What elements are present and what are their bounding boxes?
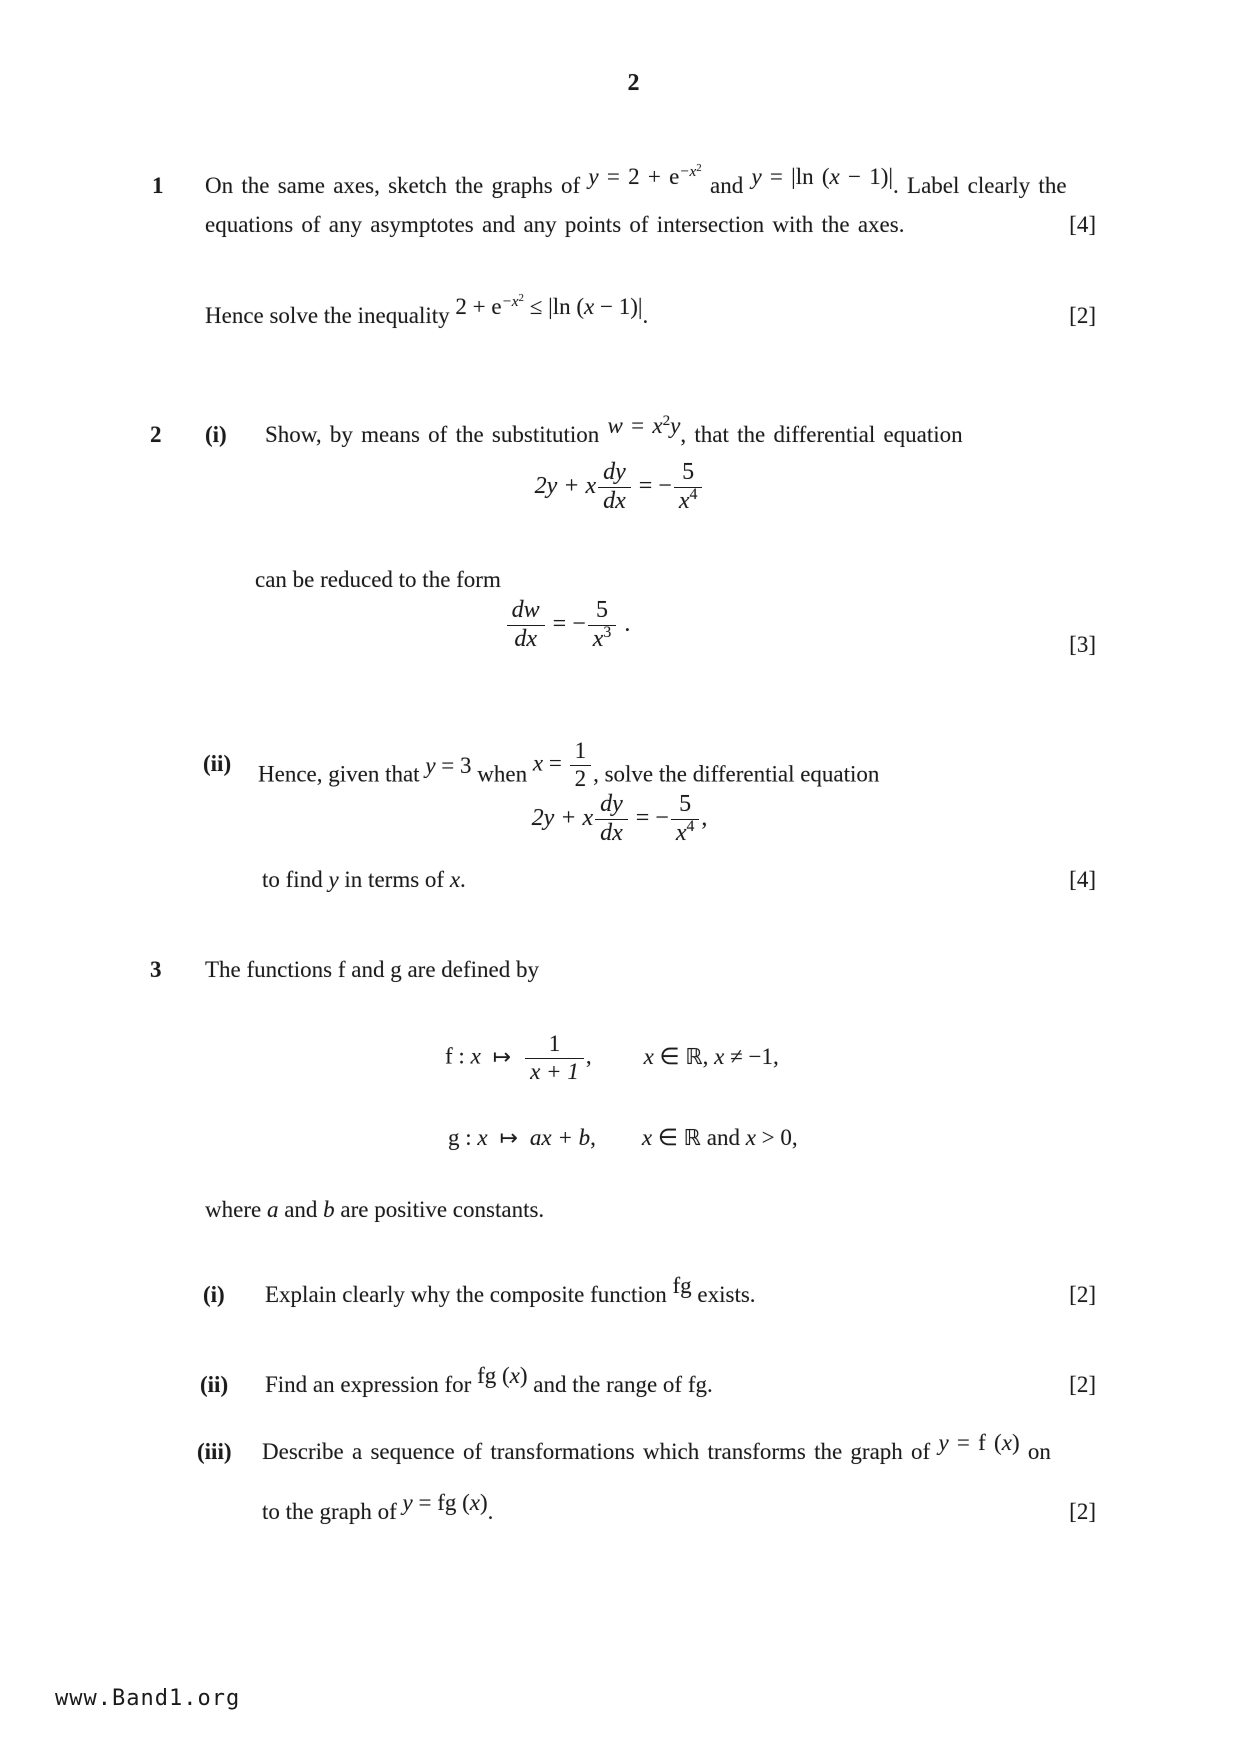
math-var: x <box>829 164 840 189</box>
q2-display-equation-ode <box>0 460 1239 515</box>
fraction-denominator: dx <box>600 819 623 846</box>
q2-initial-condition-x <box>533 739 593 792</box>
footer-url: www.Band1.org <box>55 1686 241 1711</box>
math-text: > 0, <box>755 1125 798 1150</box>
fraction-numerator: dy <box>598 460 631 488</box>
math-var: x <box>469 1490 480 1515</box>
text: Explain clearly why the composite function <box>265 1282 673 1307</box>
q3-part-iii-line2 <box>262 1490 494 1527</box>
element-of-symbol: ∈ <box>652 1125 684 1150</box>
math-exponent <box>679 163 701 180</box>
math-text: = − <box>629 804 669 831</box>
math-var: y <box>402 1490 413 1515</box>
text: on <box>1019 1439 1051 1464</box>
math-var: a <box>266 1197 279 1222</box>
maps-to-symbol: ↦ <box>499 1126 518 1151</box>
q1-line1-text-a: On the same axes, sketch the graphs of <box>205 173 589 198</box>
text: to find <box>262 867 329 892</box>
fraction-denominator <box>671 820 700 847</box>
real-numbers-symbol: ℝ <box>683 1126 701 1151</box>
fraction-numerator: 5 <box>674 460 703 488</box>
math-period: . <box>618 610 631 637</box>
fraction-numerator: dw <box>507 598 545 626</box>
q1-line1-text-b: . Label clearly the <box>893 173 1067 198</box>
math-text: 2y + x <box>534 472 597 499</box>
math-var: x <box>470 1043 481 1069</box>
math-text: = <box>622 413 653 438</box>
q1-mark-sketch: [4] <box>1069 212 1096 237</box>
page-number: 2 <box>627 70 640 96</box>
q1-mark-hence: [2] <box>1069 303 1096 328</box>
q1-hence-text: Hence solve the inequality <box>205 303 456 328</box>
math-text: = fg ( <box>412 1490 470 1515</box>
q3-mark-ii: [2] <box>1069 1372 1096 1397</box>
text: and <box>700 1125 746 1150</box>
math-text: ) <box>1011 1430 1020 1455</box>
q2-substitution-formula <box>608 413 681 438</box>
fraction-numerator: 5 <box>671 792 700 820</box>
text: are positive constants. <box>334 1197 545 1222</box>
math-text: 2 + e <box>455 294 502 319</box>
math-expression: ax + b <box>529 1125 591 1150</box>
math-var: w <box>607 413 623 438</box>
text: in terms of <box>338 867 450 892</box>
composite-fg: fg <box>672 1273 692 1298</box>
math-text: = <box>543 750 568 776</box>
math-text: ≤ |ln ( <box>524 294 585 319</box>
math-var: x <box>1001 1430 1012 1455</box>
function-name-g: g : <box>448 1125 478 1150</box>
q2-mark-i: [3] <box>1069 632 1096 657</box>
q2-display-equation-reduced <box>0 598 1135 653</box>
formula-y-fgx <box>403 1490 488 1515</box>
math-var: −x <box>679 162 697 180</box>
q1-formula-exponential <box>588 164 701 189</box>
q3-number: 3 <box>150 957 162 982</box>
fraction-5-x3 <box>588 598 617 653</box>
fraction-1-2 <box>570 739 592 792</box>
q3-part-ii-label: (ii) <box>200 1372 229 1397</box>
text: and the range of fg. <box>527 1372 713 1397</box>
math-var: x <box>652 413 663 438</box>
q3-intro: The functions f and g are defined by <box>205 957 540 982</box>
math-text: , <box>702 1043 715 1069</box>
text: to the graph of <box>262 1499 403 1524</box>
q2-part-ii-label: (ii) <box>203 751 232 776</box>
math-var: x <box>714 1043 725 1069</box>
fraction-denominator <box>674 488 703 515</box>
fraction-dy-dx <box>598 460 631 515</box>
math-text: = − <box>632 472 672 499</box>
q3-part-i-line <box>265 1273 756 1310</box>
q3-part-iii-label: (iii) <box>197 1439 232 1464</box>
text: . <box>487 1499 494 1524</box>
q2-part-i-label: (i) <box>205 422 227 447</box>
q3-part-iii-line1 <box>262 1430 1051 1467</box>
q3-definition-g <box>448 1124 798 1153</box>
q2-display-equation-ode-2 <box>0 792 1239 847</box>
text: Find an expression for <box>265 1372 478 1397</box>
math-var: x <box>449 867 461 892</box>
math-text: = − <box>546 610 586 637</box>
real-numbers-symbol: ℝ <box>685 1044 703 1070</box>
math-var: x <box>532 750 544 776</box>
math-var: b <box>323 1197 335 1222</box>
q3-definition-f <box>445 1032 779 1085</box>
math-exponent: 2 <box>662 411 671 429</box>
q1-line2: equations of any asymptotes and any points of intersection with the axes. <box>205 212 905 237</box>
maps-to-symbol: ↦ <box>492 1044 512 1070</box>
math-text: = f ( <box>948 1430 1002 1455</box>
fraction-denominator: dx <box>603 487 626 514</box>
math-text: fg ( <box>477 1363 510 1388</box>
fraction-numerator: dy <box>595 792 628 820</box>
math-var: x <box>675 819 687 846</box>
q3-where-line <box>205 1196 544 1225</box>
math-var: y <box>328 867 339 892</box>
q3-part-ii-line <box>265 1363 713 1400</box>
q1-hence-line <box>205 292 649 331</box>
math-var: x <box>592 625 604 652</box>
fraction-5-x4 <box>674 460 703 515</box>
math-text: 2y + x <box>531 804 594 831</box>
q2-initial-condition-y <box>425 753 471 778</box>
math-var: y <box>670 413 681 438</box>
math-var: y <box>425 752 436 778</box>
text: . <box>460 867 466 892</box>
composite-fg-x <box>477 1363 527 1388</box>
math-text: ) <box>480 1490 488 1515</box>
math-exponent: 4 <box>689 486 698 504</box>
q2-mark-ii: [4] <box>1069 867 1096 892</box>
fraction-denominator: dx <box>514 625 537 652</box>
math-text: = |ln ( <box>761 164 830 189</box>
q1-inequality <box>455 294 642 319</box>
q3-mark-iii: [2] <box>1069 1499 1096 1524</box>
math-comma: , <box>585 1043 592 1069</box>
q2-ii-text-a: Hence, given that <box>258 761 426 787</box>
math-text: = 3 <box>435 752 472 778</box>
math-var: x <box>477 1125 488 1150</box>
fraction-denominator: 2 <box>574 765 587 791</box>
math-exponent: 4 <box>686 818 695 836</box>
q3-mark-i: [2] <box>1069 1282 1096 1307</box>
q3-part-i-label: (i) <box>203 1282 225 1307</box>
math-text: − 1)| <box>594 294 643 319</box>
q2-find-line <box>262 866 466 895</box>
math-var: y <box>938 1430 949 1455</box>
fraction-dy-dx <box>595 792 628 847</box>
fraction-denominator: x + 1 <box>530 1058 579 1084</box>
q3-domain-g <box>642 1125 798 1150</box>
q2-i-text-b: , that the differential equation <box>680 422 963 447</box>
q1-line1 <box>205 162 1067 201</box>
q3-domain-f <box>644 1044 779 1069</box>
fraction-numerator: 1 <box>525 1032 584 1059</box>
fraction-5-x4 <box>671 792 700 847</box>
math-var: y <box>751 164 762 189</box>
math-exponent2: 2 <box>518 292 524 305</box>
math-text: ≠ −1, <box>724 1043 779 1069</box>
math-var: y <box>588 164 599 189</box>
math-text: − 1)| <box>839 164 894 189</box>
math-text: ) <box>519 1363 528 1388</box>
q1-formula-log <box>751 164 893 189</box>
fraction-numerator: 1 <box>570 739 592 766</box>
fraction-1-x+1 <box>525 1032 584 1085</box>
math-comma: , <box>701 804 708 831</box>
function-name-f: f : <box>445 1043 471 1069</box>
math-exponent <box>502 293 524 310</box>
math-exponent: 3 <box>603 624 612 642</box>
fraction-dw-dx <box>507 598 545 653</box>
text: where <box>205 1197 267 1222</box>
q2-reduce-line: can be reduced to the form <box>255 567 501 592</box>
q1-hence-period: . <box>642 303 649 328</box>
text: Describe a sequence of transformations which transforms the graph of <box>262 1439 939 1464</box>
q1-line1-and: and <box>701 173 752 198</box>
element-of-symbol: ∈ <box>653 1043 686 1069</box>
q2-ii-text-b: , solve the differential equation <box>593 761 880 787</box>
math-var: x <box>509 1363 520 1388</box>
q1-number: 1 <box>152 173 164 198</box>
math-comma: , <box>590 1125 596 1150</box>
text: and <box>278 1197 324 1222</box>
q2-ii-when: when <box>471 761 533 787</box>
math-text: = 2 + e <box>598 164 680 189</box>
fraction-numerator: 5 <box>588 598 617 626</box>
math-var: x <box>584 294 595 319</box>
fraction-denominator <box>588 626 617 653</box>
math-var: x <box>641 1125 653 1150</box>
q2-part-i-line <box>265 411 963 450</box>
math-exponent2: 2 <box>696 162 702 175</box>
q2-i-text-a: Show, by means of the substitution <box>265 422 608 447</box>
math-var: x <box>643 1043 654 1069</box>
math-var: x <box>678 487 690 514</box>
math-var: x <box>745 1125 756 1150</box>
text: exists. <box>691 1282 756 1307</box>
formula-y-fx <box>938 1430 1019 1455</box>
math-var: −x <box>501 292 519 310</box>
q2-number: 2 <box>150 422 162 447</box>
